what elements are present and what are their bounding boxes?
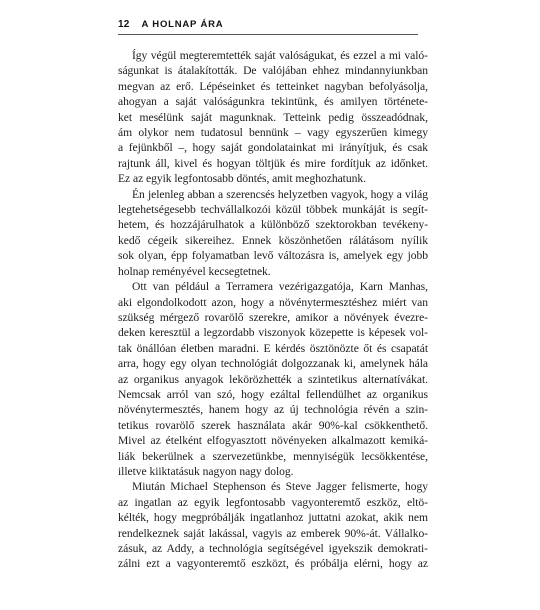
- text-line: aki elgondolkodott azon, hogy a növénytermesztéshez miért van: [118, 295, 428, 309]
- text-line: legtehetségesebb techvállalkozói közül többek munkáját is segít-: [118, 203, 428, 217]
- text-line: a fejünkből –, hogy saját gondolatainkat mi irányítjuk, és csak: [118, 141, 428, 155]
- text-line: az ingatlan az egyik legfontosabb vagyonteremtő eszköz, eltö-: [118, 495, 428, 509]
- text-line: holnap reményével kecsegtetnek.: [118, 264, 271, 278]
- text-line: rendelkeznek saját lakással, vagyis az emberek 90%-át. Vállalko-: [118, 526, 428, 540]
- text-line: zálni ezt a vagyonteremtő eszközt, és próbálja elérni, hogy az: [118, 557, 428, 571]
- text-line: Így végül megteremtették saját valóságukat, és ezzel a mi való-: [132, 49, 428, 62]
- text-line: sok olyan, épp folyamatban levő változásra is, amelyek egy jobb: [118, 249, 428, 263]
- paragraph: [118, 187, 428, 279]
- text-line: kélték, hogy megpróbálják ingatlanhoz juttatni azokat, akik nem: [118, 511, 428, 525]
- text-line: deken keresztül a legzordabb viszonyok közepette is képesek vol-: [118, 326, 428, 340]
- text-line: ahogyan a saját valóságunkra tekintünk, és amilyen története-: [118, 95, 428, 109]
- text-line: rajtunk áll, kivel és hogyan töltjük és mire fordítjuk az időnket.: [118, 156, 428, 170]
- text-line: Mivel az ételként elfogyasztott növényeken alkalmazott kemiká-: [118, 434, 428, 448]
- text-line: szükség mérgező rovarölő szerekre, amikor a növények évezre-: [118, 310, 428, 324]
- text-line: tetikus rovarölő szerek használata akár 90%-kal csökkenthető.: [118, 418, 428, 432]
- text-line: arra, hogy egy olyan technológiát dolgozzanak ki, amelynek hála: [118, 357, 428, 371]
- text-line: Miután Michael Stephenson és Steve Jagger felismerte, hogy: [132, 480, 428, 494]
- running-header: [118, 17, 418, 31]
- text-line: Én jelenleg abban a szerencsés helyzetben vagyok, hogy a világ: [132, 187, 428, 201]
- text-line: ságunkat is átalakították. De valójában ehhez mindannyiunkban: [118, 64, 428, 78]
- text-line: illetve kiiktatásuk nagyon nagy dolog.: [118, 464, 294, 478]
- text-line: ám olykor nem tudatosul bennünk – vagy egyszerűen kimegy: [118, 126, 428, 140]
- paragraph: [118, 479, 428, 571]
- text-line: kedő cégeik sikereihez. Ennek köszönhetően rálátásom nyílik: [118, 233, 428, 247]
- text-line: tak önállóan életben maradni. E kérdés ösztönözte őt és csapatát: [118, 341, 428, 355]
- paragraph: [118, 279, 428, 479]
- paragraph: [118, 48, 428, 187]
- text-line: Ott van például a Terramera vezérigazgatója, Karn Manhas,: [132, 280, 428, 294]
- text-line: az organikus anyagok lekörözhették a szintetikus alternatívákat.: [118, 372, 428, 386]
- text-line: zásuk, az Addy, a technológia segítségével igyekszik demokrati-: [118, 542, 428, 555]
- book-title: A HOLNAP ÁRA: [141, 18, 224, 30]
- text-line: liák bekerülnek a szervezetünkbe, mennyiségük lecsökkentése,: [118, 449, 428, 463]
- text-line: ket mesélünk saját magunknak. Tetteink pedig összeadódnak,: [118, 110, 428, 124]
- text-line: Ez az egyik legfontosabb döntés, amit meghozhatunk.: [118, 172, 366, 186]
- header-rule: [118, 34, 418, 35]
- text-line: növénytermesztés, hanem hogy az új technológia révén a szin-: [118, 403, 428, 417]
- text-line: hetem, és hozzájárulhatok a különböző szektorokban tevékeny-: [118, 218, 428, 232]
- text-line: megvan az erő. Lépéseinket és tetteinket nagyban befolyásolja,: [118, 79, 428, 93]
- text-line: Nemcsak arról van szó, hogy ezáltal fellendülhet az organikus: [118, 387, 428, 401]
- page-number: 12: [118, 18, 130, 30]
- body-text: [118, 48, 428, 572]
